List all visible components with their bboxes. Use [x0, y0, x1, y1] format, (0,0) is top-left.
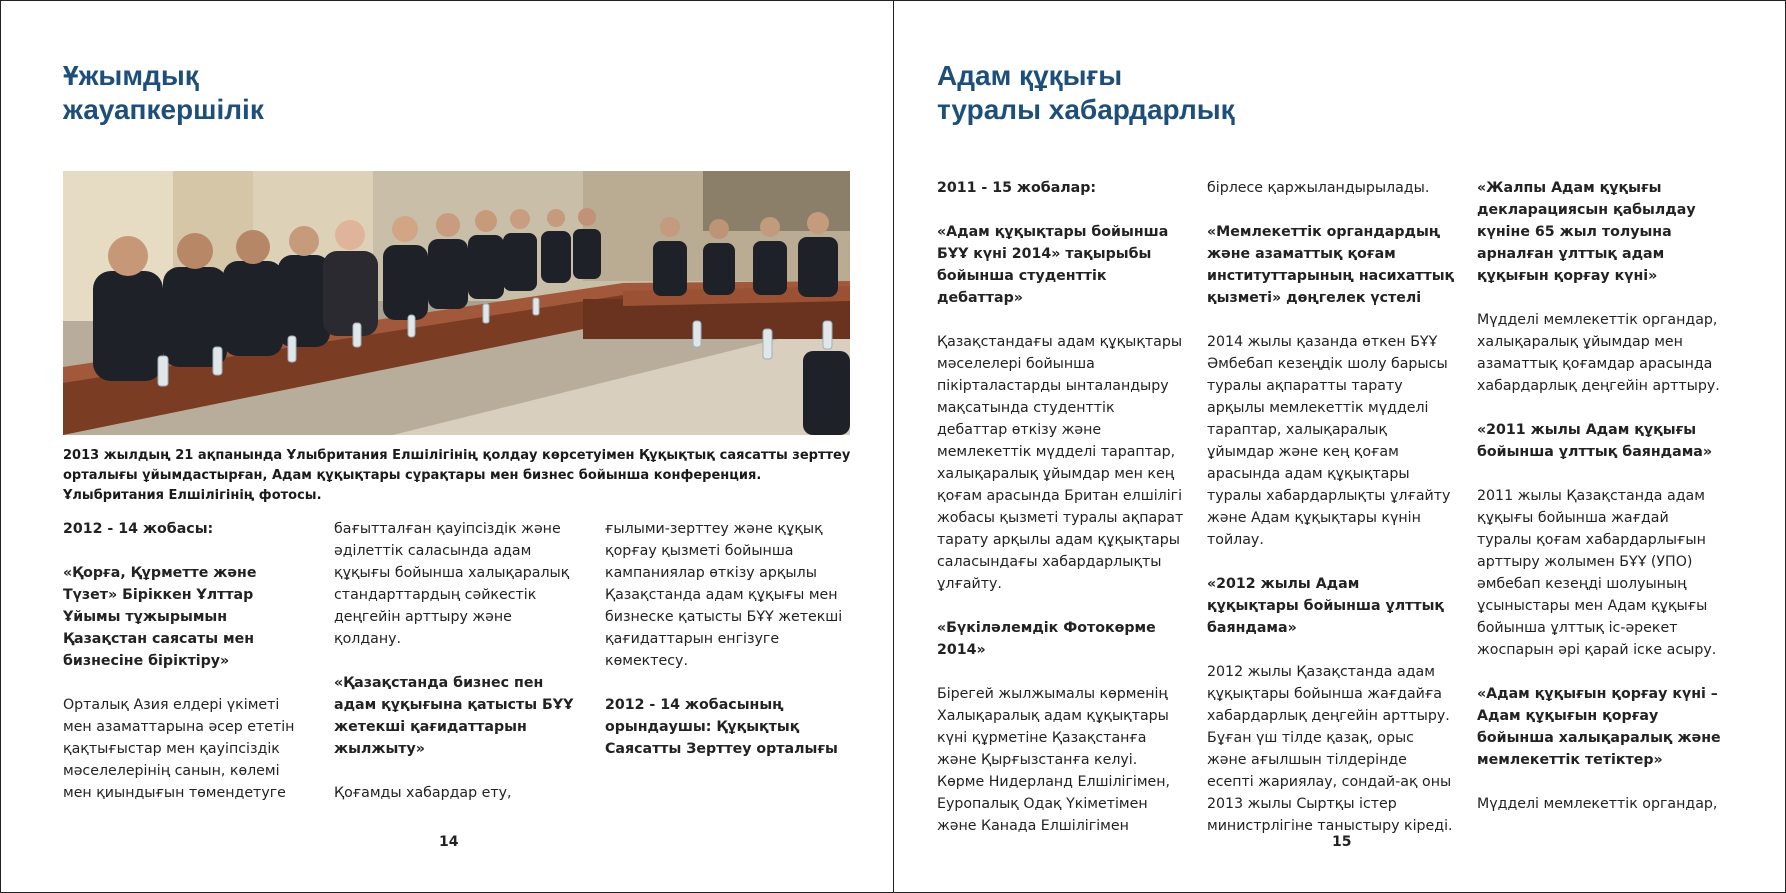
page-14 — [1, 1, 893, 892]
project-subheading: «Бүкіләлемдік Фотокөрме 2014» — [937, 620, 1156, 658]
conference-photo-illustration — [63, 171, 850, 435]
paragraph: 2014 жылы қазанда өткен БҰҰ Әмбебап кезеңдік шолу барысы туралы ақпаратты тарату арқылы мемлекеттік мүдделі тараптар, халықаралық ұйымдар және кең қоғам арасында адам құқықтары туралы хабардарлықты ұлғайту және Адам құқықтары күнін тойлау. — [1207, 334, 1451, 548]
paragraph: 2011 жылы Қазақстанда адам құқығы бойынша жағдай туралы қоғам хабардарлығын арттыру жолымен БҰҰ (УПО) әмбебап кезеңді шолуының ұсыныстары мен Адам құқығы бойынша ұлттық іс-әрекет жоспарын әрі қарай іске асыру. — [1477, 488, 1717, 658]
project-subheading: «Қорға, Құрметте және Түзет» Біріккен Ұлттар Ұйымы тұжырымын Қазақстан саясаты мен бизнесіне біріктіру» — [63, 565, 257, 669]
conference-photo — [63, 171, 850, 435]
title-line: Ұжымдық — [63, 60, 199, 91]
text-column-1 — [937, 177, 1185, 837]
project-subheading: «Жалпы Адам құқығы декларациясын қабылдау күніне 65 жыл толуына арналған ұлттық адам құқығын қорғау күні» — [1477, 180, 1696, 284]
text-column-2 — [334, 518, 582, 804]
paragraph: Қоғамды хабардар ету, — [334, 785, 512, 801]
project-heading: 2011 - 15 жобалар: — [937, 180, 1097, 196]
paragraph: ғылыми-зерттеу және құқық қорғау қызметі бойынша кампаниялар өткізу арқылы Қазақстанда адам құқығы мен бизнеске қатысты БҰҰ жетекші қағидаттарын енгізуге көмектесу. — [605, 521, 843, 669]
page-15 — [893, 1, 1786, 892]
paragraph: бағытталған қауіпсіздік және әділеттік саласында адам құқығы бойынша халықаралық стандарттардың сәйкестік деңгейін арттыру және қолдану. — [334, 521, 570, 647]
title-line: Адам құқығы — [937, 60, 1123, 91]
project-subheading: «Адам құқығын қорғау күні – Адам құқығын қорғау бойынша халықаралық және мемлекеттік тетіктер» — [1477, 686, 1721, 768]
paragraph: Мүдделі мемлекеттік органдар, — [1477, 796, 1718, 812]
page-number: 15 — [1332, 834, 1352, 850]
project-subheading: «Адам құқықтары бойынша БҰҰ күні 2014» тақырыбы бойынша студенттік дебаттар» — [937, 224, 1169, 306]
project-executor: 2012 - 14 жобасының орындаушы: Құқықтық Саясатты Зерттеу орталығы — [605, 697, 838, 757]
project-subheading: «Қазақстанда бизнес пен адам құқығына қатысты БҰҰ жетекші қағидаттарын жылжыту» — [334, 675, 574, 757]
title-line: туралы хабардарлық — [937, 94, 1235, 125]
text-column-1 — [63, 518, 311, 804]
page-title — [937, 59, 1235, 127]
photo-caption: 2013 жылдың 21 ақпанында Ұлыбритания Елшілігінің қолдау көрсетуімен Құқықтық саясатты зерттеу орталығы ұйымдастырған, Адам құқықтары сұрақтары мен бизнес бойынша конференция. Ұлыбритания Елшілігінің фотосы. — [63, 448, 851, 503]
paragraph: бірлесе қаржыландырылады. — [1207, 180, 1430, 196]
project-subheading: «Мемлекеттік органдардың және азаматтық қоғам институттарының насихаттық қызметі» дөңгелек үстелі — [1207, 224, 1455, 306]
text-column-2 — [1207, 177, 1455, 837]
paragraph: Мүдделі мемлекеттік органдар, халықаралық ұйымдар мен азаматтық қоғамдар арасында хабардарлық деңгейін арттыру. — [1477, 312, 1720, 394]
text-column-3 — [605, 518, 853, 760]
paragraph: Орталық Азия елдері үкіметі мен азаматтарына әсер ететін қақтығыстар мен қауіпсіздік мәселелерінің санын, көлемі мен қиындығын төмендетуге — [63, 697, 295, 801]
text-column-3 — [1477, 177, 1725, 815]
project-heading: 2012 - 14 жобасы: — [63, 521, 214, 537]
page-title — [63, 59, 264, 127]
project-subheading: «2012 жылы Адам құқықтары бойынша ұлттық баяндама» — [1207, 576, 1445, 636]
page-number: 14 — [439, 834, 459, 850]
title-line: жауапкершілік — [63, 94, 264, 125]
paragraph: Бірегей жылжымалы көрменің Халықаралық адам құқықтары күні құрметіне Қазақстанға және Қырғызстанға келуі. Көрме Нидерланд Елшілігімен, Еуропалық Одақ Үкіметімен және Канада Елшілігімен — [937, 686, 1171, 834]
paragraph: Қазақстандағы адам құқықтары мәселелері бойынша пікірталастарды ынталандыру мақсатында студенттік дебаттар өткізу және мемлекеттік мүдделі тараптар, халықаралық ұйымдар мен кең қоғам арасында Британ елшілігі жобасы қызметі туралы ақпарат тарату арқылы адам құқықтары саласындағы хабардарлықты ұлғайту. — [937, 334, 1184, 592]
paragraph: 2012 жылы Қазақстанда адам құқықтары бойынша жағдайға хабардарлық деңгейін арттыру. Бұған үш тілде қазақ, орыс және ағылшын тілдерінде есепті жариялау, сондай-ақ оны 2013 жылы Сыртқы істер министрлігіне таныстыру кіреді. — [1207, 664, 1453, 834]
project-subheading: «2011 жылы Адам құқығы бойынша ұлттық баяндама» — [1477, 422, 1713, 460]
